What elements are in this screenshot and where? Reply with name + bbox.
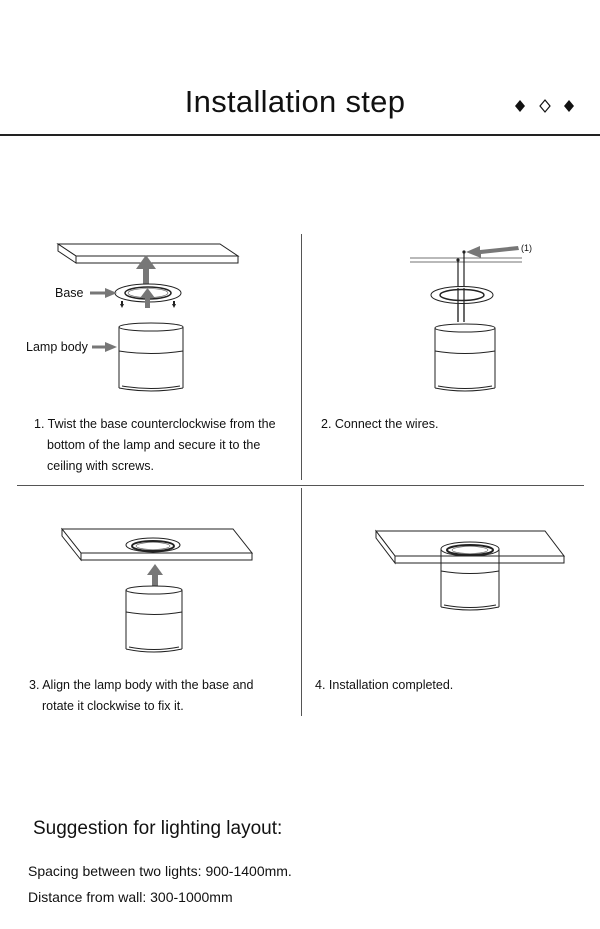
header-divider xyxy=(0,134,600,136)
lamp-body-label: Lamp body xyxy=(26,340,88,354)
step-3-line-2: rotate it clockwise to fix it. xyxy=(42,699,184,713)
step-3-text xyxy=(29,675,253,717)
wire-marker-label: (1) xyxy=(521,243,532,253)
step-1-line-2: bottom of the lamp and secure it to the xyxy=(47,438,261,452)
step-1-line-3: ceiling with screws. xyxy=(47,459,154,473)
step1-illustration xyxy=(0,230,300,405)
step-4-text xyxy=(315,675,453,696)
step4-illustration xyxy=(300,515,600,665)
step3-illustration xyxy=(0,515,300,665)
diamond-pattern-icon xyxy=(512,96,582,116)
step-3-line-1: 3. Align the lamp body with the base and xyxy=(29,678,254,692)
step2-illustration xyxy=(300,230,600,405)
page-title: Installation step xyxy=(184,84,406,119)
step-1-text xyxy=(34,414,276,477)
step-2-text xyxy=(321,414,438,435)
suggestion-heading: Suggestion for lighting layout: xyxy=(33,818,283,839)
step-1-line-1: 1. Twist the base counterclockwise from the xyxy=(34,417,276,431)
distance-text: Distance from wall: 300-1000mm xyxy=(28,889,233,905)
step-4-line-1: 4. Installation completed. xyxy=(315,678,454,692)
base-label: Base xyxy=(55,286,84,300)
step-2-line-1: 2. Connect the wires. xyxy=(321,417,439,431)
grid-divider-horizontal xyxy=(17,485,584,486)
spacing-text: Spacing between two lights: 900-1400mm. xyxy=(28,863,292,879)
